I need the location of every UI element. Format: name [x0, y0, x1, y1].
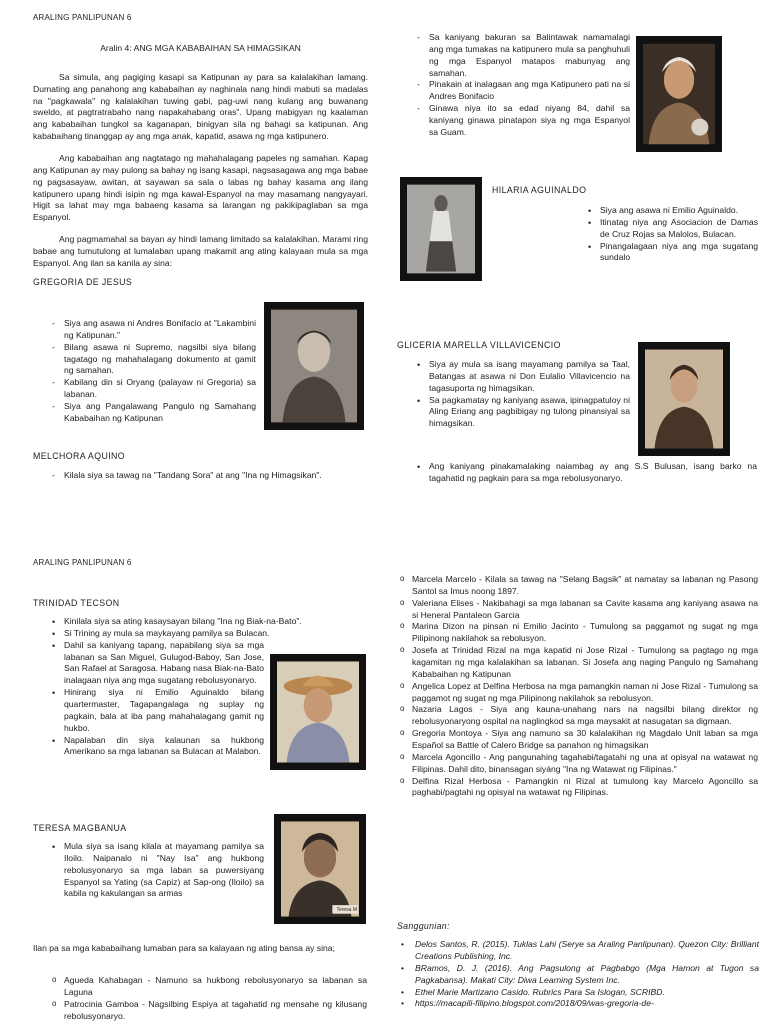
gregoria-list	[52, 318, 256, 425]
others-left-list	[52, 975, 367, 1022]
list-item: • Si Trining ay mula sa maykayang pamilya sa Bulacan.	[52, 628, 352, 640]
trinidad-portrait	[270, 654, 366, 770]
section-title-trinidad: TRINIDAD TECSON	[33, 598, 120, 609]
list-item: • Kinilala siya sa ating kasaysayan bilang "Ina ng Biak-na-Bato".	[52, 616, 352, 628]
portrait-image	[281, 821, 359, 917]
portrait-image	[277, 661, 359, 763]
gregoria-portrait	[264, 302, 364, 430]
list-item: • Pinangalagaan niya ang mga sugatang sundalo	[588, 241, 758, 265]
references-title: Sanggunian:	[397, 921, 450, 931]
list-item: o Delfina Rizal Herbosa - Pamangkin ni Rizal at tumulong kay Marcelo Agoncillo sa paghabi/pagtahi ng opisyal na watawat ng Filipinas.	[400, 776, 758, 800]
teresa-portrait	[274, 814, 366, 924]
intro-paragraph-3: Ang pagmamahal sa bayan ay hindi lamang limitado sa kalalakihan. Marami ring babae ang tumutulong at lumalaban upang makamit ang ating kalayaan mula sa mga Espanyol. Ang ilan sa kanila ay sina:	[33, 234, 368, 268]
list-item: o Marcela Agoncillo - Ang pangunahing tagahabi/tagatahi ng una at opisyal na watawat ng Filipinas. Dahil dito, binansagan siyáng "Ina ng Watawat ng Filipinas."	[400, 752, 758, 776]
portrait-image	[407, 184, 475, 274]
others-intro-text: Ilan pa sa mga kababaihang lumaban para sa kalayaan ng ating bansa ay sina;	[33, 943, 335, 953]
list-item: o Marcela Marcelo - Kilala sa tawag na "Selang Bagsik" at namatay sa labanan ng Pasong Santol sa Imus noong 1897.	[400, 574, 758, 598]
list-item: - Sa kaniyang bakuran sa Balintawak namamalagi ang mga tumakas na katipunero mula sa panghuhuli ng mga Espanyol matapos mabunyag ang samahan.	[417, 32, 630, 79]
section-title-teresa: TERESA MAGBANUA	[33, 823, 127, 833]
page2-left-column	[33, 557, 368, 609]
page-header: ARALING PANLIPUNAN 6	[33, 13, 132, 22]
lesson-title: Aralin 4: ANG MGA KABABAIHAN SA HIMAGSIKAN	[100, 43, 301, 54]
intro-paragraph-2: Ang kababaihan ang nagtatago ng mahahalagang papeles ng samahan. Kapag ang Katipunan ay may pulong sa bahay ng isang kasapi, nagsasagawa ang mga babae ng pagsasayaw, awitan, at sayawan sa sala o labas ng bahay kasama ang ilang katipunero upang hindi isipin ng mga kawal-Espanyol na may masamang nangyayari. Higit sa lahat may mga babaeng kasama sa larangan ng pakikipaglaban sa mga Espanyol.	[33, 153, 368, 223]
list-item: o Agueda Kahabagan - Namuno sa hukbong rebolusyonaryo sa labanan sa Laguna	[52, 975, 367, 999]
list-item: - Siya ang asawa ni Andres Bonifacio at "Lakambini ng Katipunan."	[52, 318, 256, 342]
list-item: o Marina Dizon na pinsan ni Emilio Jacinto - Tumulong sa paggamot ng sugat ng mga Pilipinong nakilahok sa rebolusyon.	[400, 621, 758, 645]
list-item: • Siya ay mula sa isang mayamang pamilya sa Taal, Batangas at asawa ni Don Eulalio Villavicencio na tagasuporta ng himagsikan.	[417, 359, 630, 395]
hilaria-section	[492, 184, 762, 196]
section-title-gliceria: GLICERIA MARELLA VILLAVICENCIO	[397, 340, 561, 350]
hilaria-list	[588, 205, 758, 264]
list-item: o Patrocinia Gamboa - Nagsilbing Espiya at tagahatid ng mensahe ng kilusang rebolusyonaryo.	[52, 999, 367, 1023]
list-item: o Josefa at Trinidad Rizal na mga kapatid ni Jose Rizal - Tumulong sa pagtago ng mga kagamitan ng mga kalalakihan sa labanan. Si Josefa ang naging Pangulo ng Samahang Kababaihan ng Katipunan	[400, 645, 758, 681]
reference-item: • BRamos, D. J. (2016). Ang Pagsulong at Pagbabgo (Mga Hamon at Tugon sa Pagkabansa). Makati City: Diwa Learning System Inc.	[397, 963, 759, 987]
list-item: o Angelica Lopez at Delfina Herbosa na mga pamangkin naman ni Jose Rizal - Tumulong sa paggamot ng sugat ng mga Pilipinong nakilahok sa rebolusyon.	[400, 681, 758, 705]
list-item: • Hinirang siya ni Emilio Aguinaldo bilang quartermaster, Tagapangalaga ng suplay ng pagkain, bala at iba pang mahahalagang gamit ng hukbo.	[52, 687, 264, 734]
list-item: - Siya ang Pangalawang Pangulo ng Samahang Kababaihan ng Katipunan	[52, 401, 256, 425]
list-item: • Napalaban din siya kalaunan sa hukbong Amerikano sa mga labanan sa Bulacan at Malabon.	[52, 735, 264, 759]
others-right-list	[400, 574, 758, 799]
list-item: • Itinatag niya ang Asociacion de Damas de Cruz Rojas sa Malolos, Bulacan.	[588, 217, 758, 241]
list-item: • Mula siya sa isang kilala at mayamang pamilya sa Iloilo. Naipanalo ni "Nay Isa" ang hukbong rebolusyonaryo sa mga laban sa puwersiyang Espanyol sa Yating (sa Capiz) at Sap-ong (Iloilo) sa kabila ng kakulangan sa armas	[52, 841, 264, 900]
list-item: • Siya ang asawa ni Emilio Aguinaldo.	[588, 205, 758, 217]
list-item: o Nazaria Lagos - Siya ang kauna-unahang nars na nagsilbi bilang direktor ng rebolusyonaryong ospital na naglingkod sa mga maysakit at nasugatan sa digmaan.	[400, 704, 758, 728]
reference-item: • Delos Santos, R. (2015). Tuklas Lahi (Serye sa Araling Panlipunan). Quezon City: Brilliant Creations Publishing, Inc.	[397, 939, 759, 963]
trinidad-list-top	[52, 616, 302, 758]
section-title-gregoria: GREGORIA DE JESUS	[33, 276, 133, 287]
list-item: o Valeriana Elises - Nakibahagi sa mga labanan sa Cavite kasama ang kaniyang asawa na si Heneral Pantaleon Garcia	[400, 598, 758, 622]
list-item: - Ginawa niya ito sa edad niyang 84, dahil sa kaniyang ginawa pinatapon siya ng mga Espanyol sa Guam.	[417, 103, 630, 139]
list-item: o Gregoria Montoya - Siya ang namuno sa 30 kalalakihan ng Magdalo Unit laban sa mga Español sa Battle of Calero Bridge sa panahon ng himagsikan	[400, 728, 758, 752]
melchora-continued-list	[417, 32, 630, 139]
reference-item: • Ethel Marie Martizano Casido. Rubrics Para Sa Islogan, SCRIBD.	[397, 987, 759, 999]
section-title-melchora: MELCHORA AQUINO	[33, 451, 126, 461]
reference-link[interactable]: • https://macapili-filipino.blogspot.com/2018/09/was-gregoria-de-	[397, 998, 759, 1010]
teresa-list	[52, 841, 264, 900]
gliceria-list	[417, 359, 630, 430]
gliceria-list-wide	[417, 461, 757, 485]
hilaria-portrait	[400, 177, 482, 281]
page1-left-column	[33, 12, 368, 288]
portrait-image	[271, 309, 357, 423]
gliceria-portrait	[638, 342, 730, 456]
list-item: • Ang kaniyang pinakamalaking naiambag ay ang S.S Bulusan, isang barko na tagahatid ng pagkain para sa mga rebolusyonaryo.	[417, 461, 757, 485]
photo-caption: Teresa M	[336, 907, 357, 914]
gliceria-section	[397, 339, 637, 351]
list-item: • Dahil sa kaniyang tapang, napabilang siya sa mga labanan sa San Miguel, Gulugod-Baboy, San Jose, San Rafael at Saragosa. Habang nasa Biak-na-Bato inalagaan niya ang mga sugatang rebolusyonaryo.	[52, 640, 264, 687]
intro-paragraph-1: Sa simula, ang pagiging kasapi sa Katipunan ay para sa kalalakihan lamang. Dumating ang panahong ang kababaihan ay naghinala nang hindi mabuti sa madalas na "pagkawala" ng kalalakihan tuwing gabi, pag-uwi nang kulang ang buwanang sweldo, at pagtratrabaho nang napakahabang oras". Upang mabigyan ng kaalaman ang kababaihan tungkol sa kaganapan, binigyan sila ng bahagi sa katipunan. Ang kababaihang tinanggap ay ang mga anak, kapatid, asawa ng mga katipunero.	[33, 71, 368, 142]
teresa-section	[33, 822, 263, 834]
list-item: • Sa pagkamatay ng kaniyang asawa, ipinagpatuloy ni Aling Eriang ang pagbibigay ng tulong pinansiyal sa himagsikan.	[417, 395, 630, 431]
melchora-section	[33, 450, 368, 482]
references-section	[397, 920, 759, 1010]
list-item: - Kilala siya sa tawag na "Tandang Sora" at ang "Ina ng Himagsikan".	[52, 470, 334, 482]
page-header: ARALING PANLIPUNAN 6	[33, 558, 132, 567]
melchora-portrait	[636, 36, 722, 152]
portrait-image	[643, 43, 715, 145]
others-intro	[33, 943, 368, 955]
list-item: - Kabilang din si Oryang (palayaw ni Gregoria) sa labanan.	[52, 377, 256, 401]
list-item: - Bilang asawa ni Supremo, nagsilbi siya bilang tagatago ng mahahalagang dokumento at gamit ng samahan.	[52, 342, 256, 378]
portrait-image	[645, 349, 723, 449]
section-title-hilaria: HILARIA AGUINALDO	[492, 185, 587, 195]
list-item: - Pinakain at inalagaan ang mga Katipunero pati na si Andres Bonifacio	[417, 79, 630, 103]
